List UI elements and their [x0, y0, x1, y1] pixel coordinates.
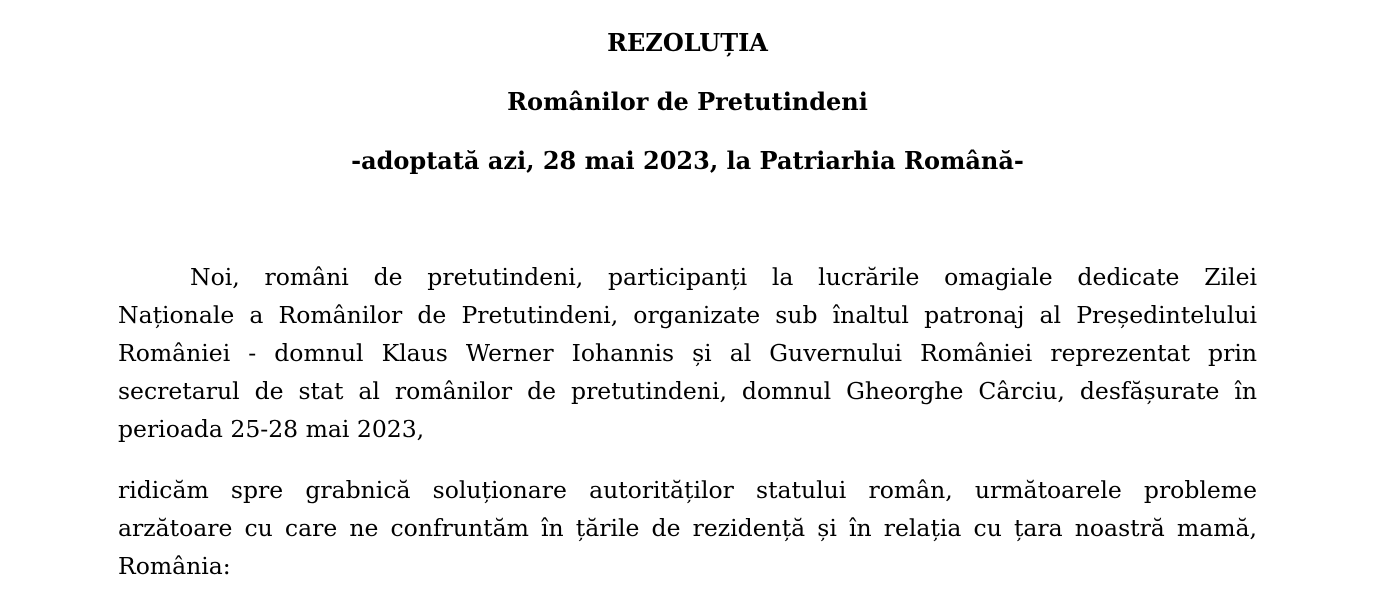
- paragraph-line: România:: [118, 552, 231, 580]
- document-subtitle: Românilor de Pretutindeni: [507, 87, 868, 116]
- paragraph-line: arzătoare cu care ne confruntăm în țările de rezidență și în relația cu țara noastră mamă,: [118, 514, 1257, 542]
- paragraph-line: perioada 25-28 mai 2023,: [118, 415, 425, 443]
- adoption-line: -adoptată azi, 28 mai 2023, la Patriarhia Română-: [351, 146, 1024, 175]
- paragraph-demands: [118, 471, 1257, 585]
- paragraph-line: României - domnul Klaus Werner Iohannis și al Guvernului României reprezentat prin: [118, 339, 1257, 367]
- paragraph-line: Naționale a Românilor de Pretutindeni, organizate sub înaltul patronaj al Președintelului: [118, 301, 1257, 329]
- paragraph-line: Noi, români de pretutindeni, participanți la lucrările omagiale dedicate Zilei: [190, 263, 1257, 291]
- paragraph-line: secretarul de stat al românilor de pretutindeni, domnul Gheorghe Cârciu, desfășurate în: [118, 377, 1257, 405]
- paragraph-line: ridicăm spre grabnică soluționare autorităților statului român, următoarele probleme: [118, 476, 1257, 504]
- paragraph-intro: [118, 258, 1257, 448]
- document-title: REZOLUȚIA: [607, 28, 768, 57]
